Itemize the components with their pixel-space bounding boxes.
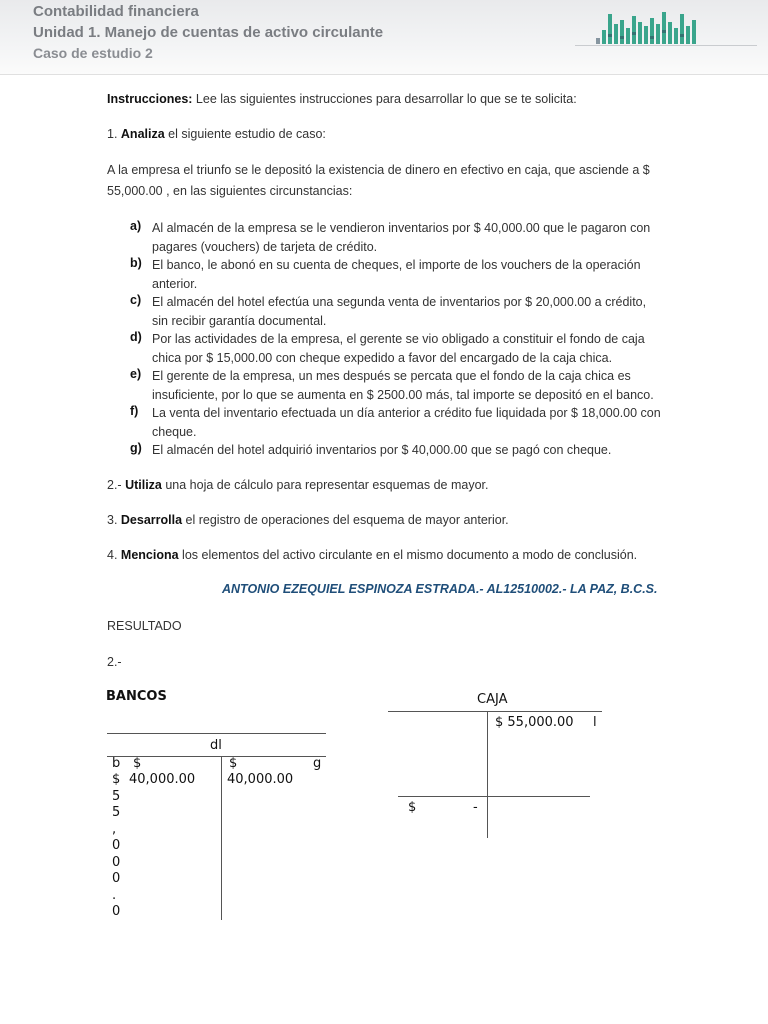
bancos-vertical-char: 0 <box>112 904 121 919</box>
bancos-vertical-char: 0 <box>112 855 121 870</box>
caja-entry-letter: l <box>593 715 597 730</box>
step-3: 3. Desarrolla el registro de operaciones del esquema de mayor anterior. <box>107 513 509 527</box>
bar-logo-icon <box>596 8 702 44</box>
bancos-left-letter: b <box>112 756 121 771</box>
caja-title: CAJA <box>477 692 508 707</box>
bancos-vertical-char: 0 <box>112 871 121 886</box>
step-1: 1. Analiza el siguiente estudio de caso: <box>107 127 326 141</box>
case-title: Caso de estudio 2 <box>33 45 153 61</box>
course-title: Contabilidad financiera <box>33 3 199 20</box>
bancos-top-rule <box>107 733 326 734</box>
caja-center-rule <box>487 711 488 838</box>
bancos-vertical-char: 5 <box>112 789 121 804</box>
bancos-vertical-char: 0 <box>112 838 121 853</box>
bancos-title: BANCOS <box>106 689 167 704</box>
step-2: 2.- Utiliza una hoja de cálculo para representar esquemas de mayor. <box>107 478 489 492</box>
bancos-right-amount: 40,000.00 <box>227 772 294 787</box>
bancos-center-rule <box>221 756 222 920</box>
caja-total-value: - <box>473 800 478 815</box>
bancos-left-dollar: $ <box>133 756 142 771</box>
intro-line-1: A la empresa el triunfo se le depositó la existencia de dinero en efectivo en caja, que asciende a $ <box>107 163 650 177</box>
page-header <box>0 0 768 75</box>
result-number: 2.- <box>107 655 122 669</box>
bancos-right-letter: g <box>313 756 322 771</box>
bancos-vertical-char: $ <box>112 772 121 787</box>
logo-divider <box>575 45 757 46</box>
bancos-vertical-char: , <box>112 822 117 837</box>
bancos-vertical-char: 5 <box>112 805 121 820</box>
caja-total-rule <box>398 796 590 797</box>
bancos-header-mid: dl <box>210 738 222 753</box>
intro-line-2: 55,000.00 , en las siguientes circunstancias: <box>107 184 353 198</box>
bancos-right-dollar: $ <box>229 756 238 771</box>
caja-top-rule <box>388 711 602 712</box>
author-line: ANTONIO EZEQUIEL ESPINOZA ESTRADA.- AL12510002.- LA PAZ, B.C.S. <box>222 582 658 596</box>
bancos-left-amount: 40,000.00 <box>129 772 196 787</box>
instructions: Instrucciones: Lee las siguientes instrucciones para desarrollar lo que se te solicita: <box>107 92 577 106</box>
caja-entry: $ 55,000.00 <box>495 715 574 730</box>
result-label: RESULTADO <box>107 619 182 633</box>
bancos-vertical-char: . <box>112 888 117 903</box>
step-4: 4. Menciona los elementos del activo circulante en el mismo documento a modo de conclusión. <box>107 548 638 562</box>
caja-total-dollar: $ <box>408 800 417 815</box>
unit-title: Unidad 1. Manejo de cuentas de activo circulante <box>33 24 384 41</box>
